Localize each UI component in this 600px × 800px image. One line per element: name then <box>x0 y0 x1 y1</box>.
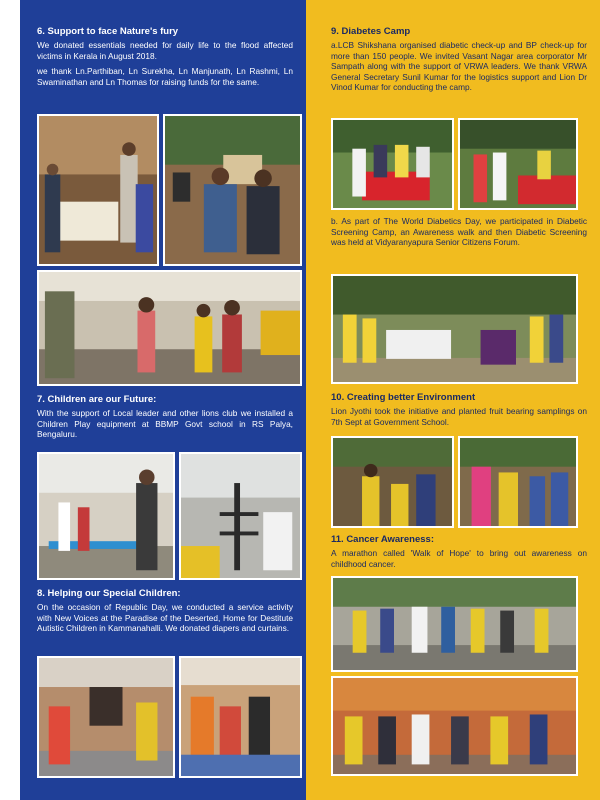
photo-children-climbing <box>179 452 302 580</box>
section-11 <box>331 534 587 569</box>
section-6-text-1: We donated essentials needed for daily life to the flood affected victims in Kerala in August 2018. <box>37 40 293 61</box>
photo-walk-of-hope-marathon <box>331 576 578 672</box>
photo-donation-diapers <box>179 656 302 778</box>
page-margin <box>0 0 20 800</box>
photo-diabetes-checkup <box>458 118 578 210</box>
section-9-title: 9. Diabetes Camp <box>331 26 411 37</box>
photo-kerala-relief-banner <box>37 114 159 266</box>
photo-play-equipment-children <box>37 452 175 580</box>
section-8 <box>37 588 293 634</box>
right-column <box>306 0 600 800</box>
section-6-title: 6. Support to face Nature's fury <box>37 26 179 37</box>
section-11-title: 11. Cancer Awareness: <box>331 534 434 545</box>
photo-tree-planting-2 <box>458 436 578 528</box>
section-7-text: With the support of Local leader and other lions club we installed a Children Play equipment at BBMP Govt school in RS Palya, Bengaluru. <box>37 408 293 440</box>
section-9b <box>331 214 587 248</box>
photo-relief-volunteers <box>37 270 302 386</box>
photo-diabetes-awareness-walk <box>331 274 578 384</box>
section-9-text-a: a.LCB Shikshana organised diabetic check-up and BP check-up for more than 150 people. We invited Vasant Nagar area corporator Mr Sampath along with the support of VRWA leaders. We thank VRWA General Secretary Sunil Kumar for the logistics support and Lion Dr Vinod Kumar for conducting the camp. <box>331 40 587 93</box>
photo-diabetes-camp-guests <box>331 118 454 210</box>
section-10 <box>331 392 587 427</box>
section-7-title: 7. Children are our Future: <box>37 394 157 405</box>
section-6-text-2: we thank Ln.Parthiban, Ln Surekha, Ln Manjunath, Ln Rashmi, Ln Swaminathan and Ln Thomas for raising funds for the same. <box>37 66 293 87</box>
section-8-text: On the occasion of Republic Day, we conducted a service activity with New Voices at the Paradise of the Deserted, Home for Destitute Autistic Children in Kammanahalli. We donated diapers and curtains. <box>37 602 293 634</box>
section-7 <box>37 394 293 440</box>
section-11-text: A marathon called 'Walk of Hope' to bring out awareness on childhood cancer. <box>331 548 587 569</box>
photo-special-children-home <box>37 656 175 778</box>
photo-relief-supplies <box>163 114 302 266</box>
section-8-title: 8. Helping our Special Children: <box>37 588 181 599</box>
section-6 <box>37 26 293 87</box>
section-10-title: 10. Creating better Environment <box>331 392 476 403</box>
section-9-text-b: b. As part of The World Diabetics Day, we participated in Diabetic Screening Camp, an Awareness walk and then Diabetic Screening was held at Vidyaranyapura Senior Citizens Forum. <box>331 216 587 248</box>
left-column <box>20 0 306 800</box>
photo-tree-planting-1 <box>331 436 454 528</box>
section-9 <box>331 26 587 93</box>
section-10-text: Lion Jyothi took the initiative and planted fruit bearing samplings on 7th Sept at Government School. <box>331 406 587 427</box>
photo-cancer-awareness-group <box>331 676 578 776</box>
